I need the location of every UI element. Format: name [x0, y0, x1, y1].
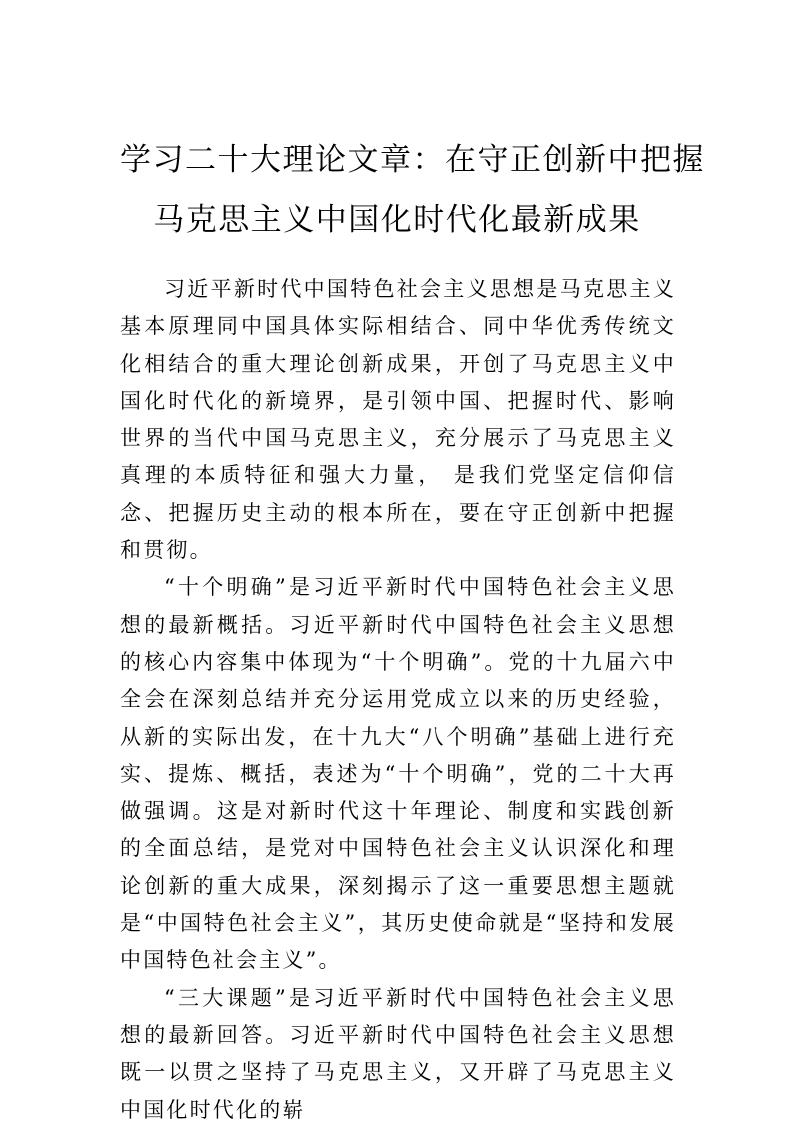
title-line-2: 马克思主义中国化时代化最新成果	[153, 202, 641, 238]
paragraph-1: 习近平新时代中国特色社会主义思想是马克思主义基本原理同中国具体实际相结合、同中华优秀传统文化相结合的重大理论创新成果，开创了马克思主义中国化时代化的新境界，是引领中国、把握时代、影响世界的当代中国马克思主义，充分展示了马克思主义真理的本质特征和强大力量， 是我们党坚定信仰信念、把握历史主动的根本所在，要在守正创新中把握和贯彻。	[120, 277, 676, 563]
title-line-1: 学习二十大理论文章：在守正创新中把握	[120, 142, 705, 178]
paragraph-2: “十个明确”是习近平新时代中国特色社会主义思想的最新概括。习近平新时代中国特色社会主义思想的核心内容集中体现为“十个明确”。党的十九届六中全会在深刻总结并充分运用党成立以来的历史经验，从新的实际出发，在十九大“八个明确”基础上进行充实、提炼、概括，表述为“十个明确”，党的二十大再做强调。这是对新时代这十年理论、制度和实践创新的全面总结，是党对中国特色社会主义认识深化和理论创新的重大成果，深刻揭示了这一重要思想主题就是“中国特色社会主义”，其历史使命就是“坚持和发展中国特色社会主义”。	[120, 575, 676, 973]
paragraph-3: “三大课题”是习近平新时代中国特色社会主义思想的最新回答。习近平新时代中国特色社会主义思想既一以贯之坚持了马克思主义，又开辟了马克思主义中国化时代化的崭	[120, 985, 676, 1122]
document-title	[120, 130, 705, 250]
document-body	[120, 271, 676, 1129]
